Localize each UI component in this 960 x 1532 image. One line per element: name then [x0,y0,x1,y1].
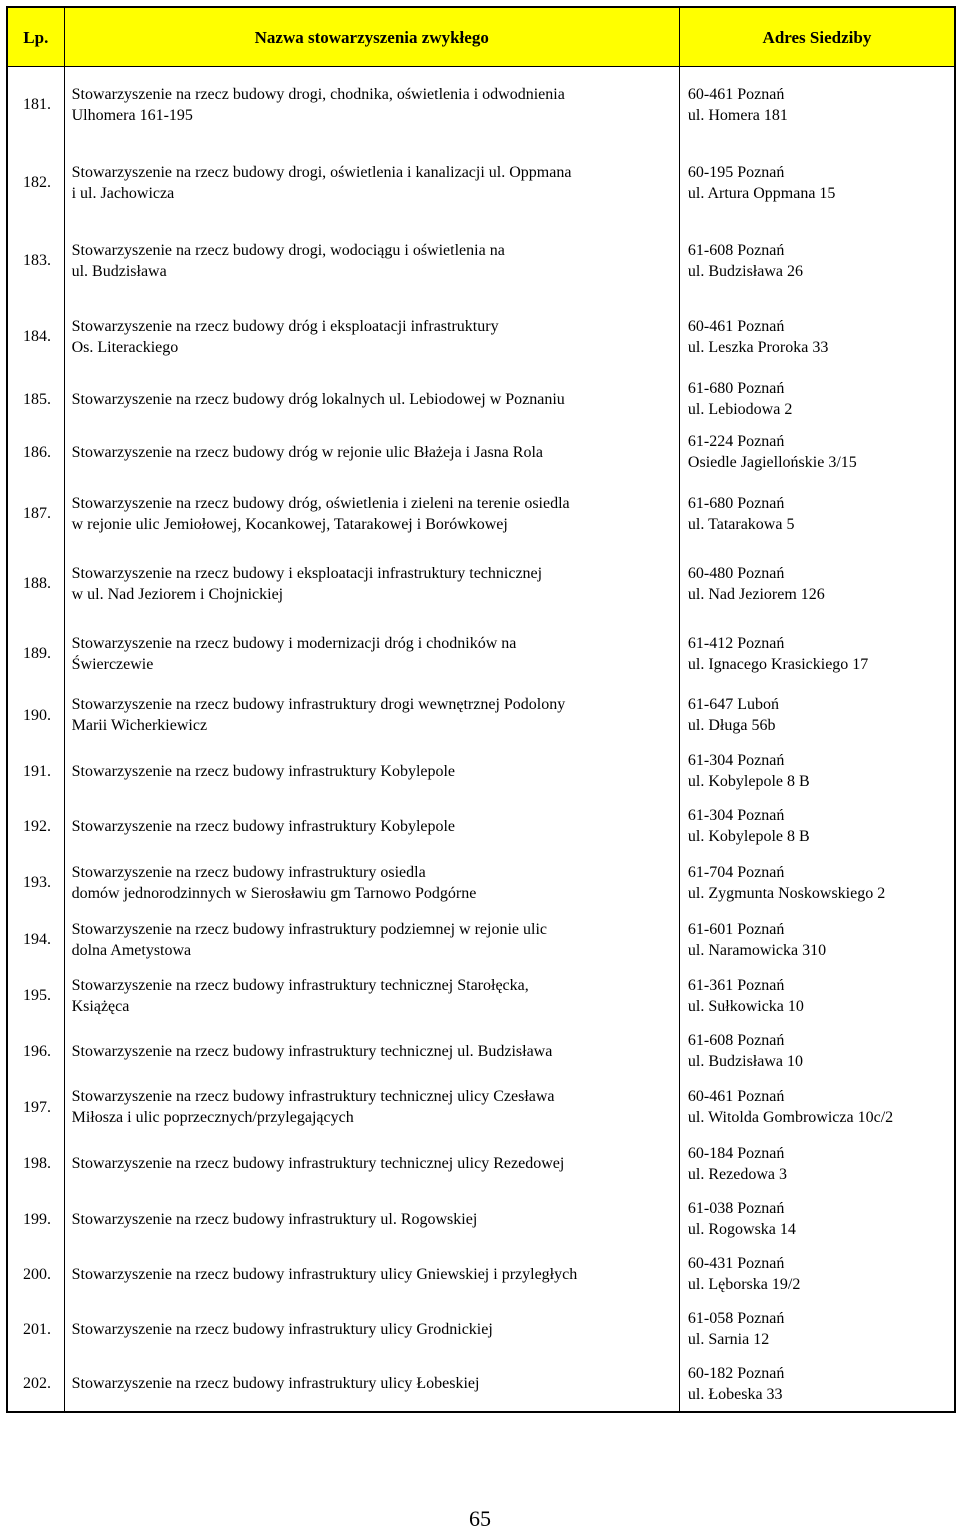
table-row [7,375,955,424]
address-line: 60-461 Poznań [687,317,785,335]
address-line: 61-680 Poznań [687,494,785,512]
association-name [64,1136,679,1192]
row-number: 189. [7,621,64,687]
address-line: ul. Nad Jeziorem 126 [687,585,825,603]
address-line: 61-647 Luboń [687,696,780,713]
table-row [7,1079,955,1136]
association-name [64,912,679,968]
association-name-line: w ul. Nad Jeziorem i Chojnickiej [71,585,284,603]
association-name [64,1192,679,1247]
address [679,799,955,854]
address-line: ul. Homera 181 [687,106,788,124]
address-line: 60-461 Poznań [687,1088,785,1105]
association-name-line: Książęca [71,997,130,1015]
address [679,744,955,799]
row-number: 197. [7,1079,64,1136]
address [679,1302,955,1357]
association-name-line: Stowarzyszenie na rzecz budowy infrastruktury osiedla [71,863,426,881]
association-name [64,799,679,854]
table-row [7,223,955,299]
address [679,968,955,1024]
association-name-line: Stowarzyszenie na rzecz budowy infrastruktury drogi wewnętrznej Podolony [71,696,566,713]
address-line: ul. Zygmunta Noskowskiego 2 [687,884,886,902]
association-name-line: Stowarzyszenie na rzecz budowy drogi, wodociągu i oświetlenia na [71,241,505,259]
page-number: 65 [469,1506,491,1531]
table-row [7,1192,955,1247]
table-row [7,1024,955,1079]
association-name [64,854,679,912]
address-line: 61-304 Poznań [687,752,785,769]
address-line: 61-680 Poznań [687,380,785,397]
row-number: 199. [7,1192,64,1247]
association-name [64,1024,679,1079]
address-line: ul. Sułkowicka 10 [687,997,804,1015]
address [679,1357,955,1412]
address-line: 60-184 Poznań [687,1144,785,1162]
address-line: ul. Kobylepole 8 B [687,773,810,790]
association-name-line: Stowarzyszenie na rzecz budowy infrastruktury Kobylepole [71,817,456,835]
address [679,1192,955,1247]
address-line: ul. Lęborska 19/2 [687,1276,801,1293]
associations-table [6,6,956,1413]
association-name-line: Stowarzyszenie na rzecz budowy infrastruktury ul. Rogowskiej [71,1210,478,1228]
address-line: 61-412 Poznań [687,634,785,652]
table-row [7,621,955,687]
association-name [64,299,679,375]
address [679,912,955,968]
address-line: ul. Naramowicka 310 [687,941,827,959]
association-name-line: Stowarzyszenie na rzecz budowy dróg i eksploatacji infrastruktury [71,317,499,335]
association-name-line: dolna Ametystowa [71,941,192,959]
association-name [64,375,679,424]
association-name-line: w rejonie ulic Jemiołowej, Kocankowej, Tatarakowej i Borówkowej [71,515,508,533]
address-line: 61-361 Poznań [687,976,785,994]
association-name [64,547,679,621]
association-name-line: Stowarzyszenie na rzecz budowy infrastruktury technicznej ulicy Rezedowej [71,1155,565,1172]
header-number: Lp. [7,7,64,67]
header-name: Nazwa stowarzyszenia zwykłego [64,7,679,67]
header-address: Adres Siedziby [679,7,955,67]
address-line: 61-601 Poznań [687,920,785,938]
address-line: ul. Budzisława 10 [687,1053,803,1070]
address-line: ul. Budzisława 26 [687,262,803,280]
row-number: 190. [7,687,64,744]
table-body [7,67,955,1412]
row-number: 198. [7,1136,64,1192]
address-line: ul. Lebiodowa 2 [687,401,793,418]
association-name [64,744,679,799]
row-number: 196. [7,1024,64,1079]
table-row [7,1302,955,1357]
association-name-line: Stowarzyszenie na rzecz budowy infrastruktury ulicy Łobeskiej [71,1375,480,1392]
address-line: ul. Ignacego Krasickiego 17 [687,655,869,673]
address [679,481,955,547]
association-name-line: Stowarzyszenie na rzecz budowy dróg, oświetlenia i zieleni na terenie osiedla [71,494,570,512]
row-number: 185. [7,375,64,424]
table-row [7,912,955,968]
association-name [64,481,679,547]
association-name-line: Miłosza i ulic poprzecznych/przylegających [71,1109,354,1126]
association-name-line: Stowarzyszenie na rzecz budowy infrastruktury ulicy Gniewskiej i przyległych [71,1265,578,1283]
address-line: ul. Łobeska 33 [687,1385,783,1403]
table-row [7,1136,955,1192]
address-line: 61-224 Poznań [687,433,785,450]
association-name [64,1357,679,1412]
address-line: 60-431 Poznań [687,1255,785,1272]
table-row [7,547,955,621]
row-number: 202. [7,1357,64,1412]
association-name-line: Os. Literackiego [71,338,179,356]
address-line: 61-304 Poznań [687,807,785,824]
association-name-line: Stowarzyszenie na rzecz budowy drogi, oświetlenia i kanalizacji ul. Oppmana [71,163,572,181]
association-name-line: Stowarzyszenie na rzecz budowy infrastruktury Kobylepole [71,762,456,780]
association-name-line: Świerczewie [71,655,154,673]
address-line: ul. Tatarakowa 5 [687,515,795,533]
address [679,1136,955,1192]
row-number: 181. [7,67,64,143]
address-line: ul. Artura Oppmana 15 [687,184,836,202]
table-row [7,424,955,481]
association-name-line: Stowarzyszenie na rzecz budowy dróg lokalnych ul. Lebiodowej w Poznaniu [71,390,565,408]
address-line: ul. Witolda Gombrowicza 10c/2 [687,1109,894,1126]
address-line: 60-461 Poznań [687,85,785,103]
association-name-line: ul. Budzisława [71,262,167,280]
address-line: 60-182 Poznań [687,1364,785,1382]
association-name-line: Stowarzyszenie na rzecz budowy i eksploatacji infrastruktury technicznej [71,564,543,582]
address-line: 61-704 Poznań [687,863,785,881]
row-number: 182. [7,143,64,223]
association-name-line: Stowarzyszenie na rzecz budowy i modernizacji dróg i chodników na [71,634,517,652]
association-name [64,1079,679,1136]
table-row [7,299,955,375]
address-line: 61-058 Poznań [687,1310,785,1327]
row-number: 195. [7,968,64,1024]
association-name [64,67,679,143]
address [679,854,955,912]
association-name [64,1302,679,1357]
association-name-line: Stowarzyszenie na rzecz budowy infrastruktury technicznej Starołęcka, [71,976,529,994]
address-line: 61-608 Poznań [687,241,785,259]
association-name-line: Stowarzyszenie na rzecz budowy infrastruktury ulicy Grodnickiej [71,1320,493,1338]
association-name [64,143,679,223]
table-row [7,744,955,799]
association-name-line: Stowarzyszenie na rzecz budowy infrastruktury podziemnej w rejonie ulic [71,920,547,938]
address-line: ul. Leszka Proroka 33 [687,338,829,356]
row-number: 188. [7,547,64,621]
table-row [7,968,955,1024]
address-line: 61-038 Poznań [687,1200,785,1217]
table-row [7,67,955,143]
row-number: 192. [7,799,64,854]
row-number: 193. [7,854,64,912]
association-name-line: i ul. Jachowicza [71,184,175,202]
row-number: 200. [7,1247,64,1302]
row-number: 184. [7,299,64,375]
address-line: ul. Rogowska 14 [687,1221,796,1238]
association-name-line: Marii Wicherkiewicz [71,717,208,734]
address [679,1079,955,1136]
address [679,621,955,687]
association-name-line: Ulhomera 161-195 [71,106,193,124]
address [679,67,955,143]
address-line: Osiedle Jagiellońskie 3/15 [687,454,857,471]
address-line: ul. Kobylepole 8 B [687,828,810,845]
association-name-line: domów jednorodzinnych w Sierosławiu gm Tarnowo Podgórne [71,884,477,902]
association-name-line: Stowarzyszenie na rzecz budowy infrastruktury technicznej ul. Budzisława [71,1042,553,1060]
address-line: ul. Długa 56b [687,717,776,734]
association-name-line: Stowarzyszenie na rzecz budowy drogi, chodnika, oświetlenia i odwodnienia [71,85,565,103]
address-line: 60-480 Poznań [687,564,785,582]
address [679,1247,955,1302]
table-row [7,854,955,912]
address-line: 61-608 Poznań [687,1032,785,1049]
address-line: ul. Rezedowa 3 [687,1165,787,1183]
address [679,687,955,744]
address [679,375,955,424]
table-row [7,1357,955,1412]
address [679,223,955,299]
row-number: 201. [7,1302,64,1357]
row-number: 194. [7,912,64,968]
address [679,299,955,375]
association-name-line: Stowarzyszenie na rzecz budowy dróg w rejonie ulic Błażeja i Jasna Rola [71,443,543,461]
address [679,424,955,481]
address [679,547,955,621]
address [679,1024,955,1079]
row-number: 187. [7,481,64,547]
row-number: 186. [7,424,64,481]
table-row [7,481,955,547]
row-number: 191. [7,744,64,799]
table-row [7,799,955,854]
row-number: 183. [7,223,64,299]
association-name [64,621,679,687]
address-line: 60-195 Poznań [687,163,785,181]
association-name [64,424,679,481]
association-name-line: Stowarzyszenie na rzecz budowy infrastruktury technicznej ulicy Czesława [71,1088,555,1105]
table-header-row [7,7,955,67]
association-name [64,1247,679,1302]
table-row [7,143,955,223]
address-line: ul. Sarnia 12 [687,1331,770,1348]
association-name [64,968,679,1024]
association-name [64,223,679,299]
table-row [7,687,955,744]
association-name [64,687,679,744]
table-row [7,1247,955,1302]
address [679,143,955,223]
